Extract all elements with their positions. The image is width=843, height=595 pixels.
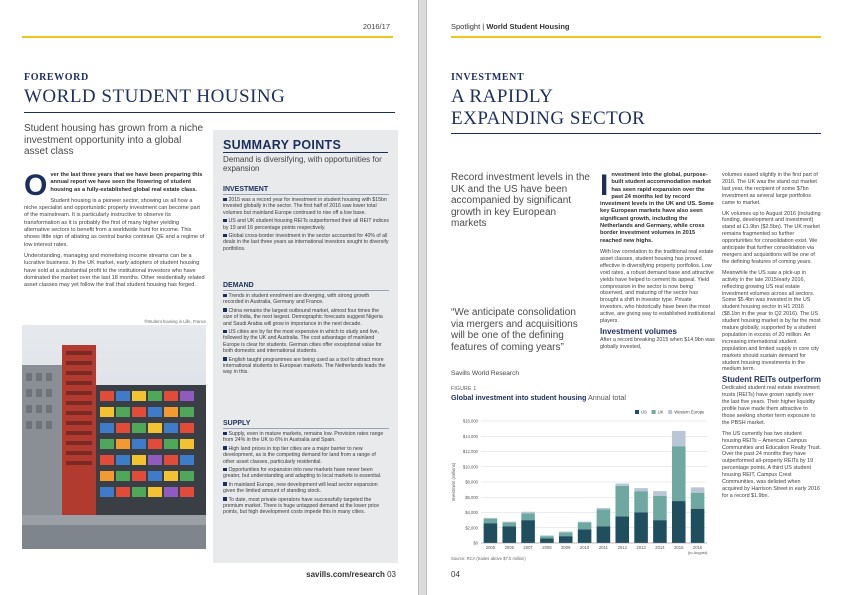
summary-point: English taught programmes are being used as a tool to attract more international students to European markets. The Netherlands leads the way in this.	[223, 356, 386, 376]
photo-caption: ®Student housing in Lille, France	[144, 319, 206, 324]
summary-point: Global cross-border investment in the sector accounted for 40% of all deals in the last three years as international investors sought to diversify portfolios.	[223, 233, 389, 252]
bar-segment	[484, 523, 498, 543]
bullet-square-icon	[223, 357, 227, 361]
figure-title	[451, 393, 626, 402]
bar-segment	[691, 493, 705, 509]
bar-segment	[597, 526, 611, 543]
bar-segment	[672, 501, 686, 543]
x-tick-label: 2014	[655, 545, 665, 550]
bar-segment	[615, 516, 629, 543]
summary-point: High land prices in top tier cities are a major barrier to new development, as is the competing demand for land from a range of other asset classes, particularly residential.	[223, 445, 376, 465]
summary-point: US cities are by far the most expensive in which to study and live, followed by the UK and Australia. The cost advantage of mainland Europe is clear for students. German cities offer exceptional value for both domestic and international students.	[223, 329, 382, 355]
intro-bold-text: ver the last three years that we have been preparing this annual report we have seen the flowering of student housing as a fully-established global real estate class.	[50, 172, 203, 193]
left-footer	[306, 570, 396, 579]
y-tick-label: $16,000	[462, 418, 478, 424]
x-tick-label: 2011	[598, 545, 608, 550]
bullet-square-icon	[223, 482, 227, 486]
subheading-investment-volumes: Investment volumes	[600, 326, 677, 336]
summary-section-heading: DEMAND	[223, 282, 389, 291]
intro-bold-text: nvestment into the global, purpose-built student accommodation market has seen rapid expansion over the past 24 months led by record investment levels in the UK and US. Some key European markets have also seen significant growth, including the Netherlands and Germany, while cross border investment volumes in 2015 reached new highs.	[600, 172, 714, 244]
legend-swatch	[652, 410, 656, 414]
bullet-square-icon	[223, 234, 227, 238]
body-paragraph: Understanding, managing and monetising income streams can be a lucrative business. In the UK market, early adopters of student housing have sold at a substantial profit to the institutional investors who have dominated the market over the last 18 months. Other residentially related asset classes may yet follow the trail that student housing has forged.	[24, 252, 205, 289]
bar-segment	[597, 508, 611, 510]
lead-text: Student housing has grown from a niche investment opportunity into a global asset class	[24, 123, 203, 157]
x-tick-label: 2010	[579, 545, 590, 550]
bar-segment	[691, 487, 705, 492]
top-rule	[451, 36, 821, 38]
footer-page-number: 03	[387, 570, 396, 579]
bar-segment	[559, 536, 573, 543]
summary-point: In mainland Europe, new development will lead sector expansion given the limited amount of standing stock.	[223, 481, 378, 495]
dropcap: I	[600, 169, 609, 202]
text-column-3	[722, 172, 822, 504]
y-axis-label: Investment (millions)	[451, 462, 456, 502]
summary-point: Trends in student enrolment are diverging, with strong growth recorded in Australia, Germany and France.	[223, 293, 370, 306]
section-kicker: FOREWORD	[24, 72, 89, 83]
investment-bar-chart	[449, 405, 711, 557]
page-headline-line2: EXPANDING SECTOR	[451, 108, 646, 129]
x-tick-label: 2008	[542, 545, 552, 550]
bar-segment	[672, 446, 686, 501]
bar-segment	[597, 509, 611, 526]
page-headline: WORLD STUDENT HOUSING	[24, 86, 286, 107]
summary-section-investment	[223, 186, 389, 252]
headline-rule	[24, 112, 395, 113]
y-tick-label: $14,000	[462, 433, 478, 439]
y-tick-label: $12,000	[462, 449, 478, 454]
building-illustration	[22, 325, 206, 549]
bullet-square-icon	[223, 432, 227, 436]
x-tick-label: 2016	[692, 545, 703, 550]
summary-point: US and UK student housing REITs outperformed their all REIT indices by 19 and 16 percentage points respectively.	[223, 218, 390, 231]
bar-segment	[691, 509, 705, 543]
x-tick-label: 2009	[561, 545, 571, 550]
y-tick-label: $2,000	[465, 525, 478, 531]
summary-points-box	[213, 130, 398, 563]
legend-swatch	[635, 410, 639, 414]
bar-segment	[653, 491, 667, 496]
text-column-2	[600, 169, 716, 355]
bar-segment	[615, 484, 629, 486]
y-tick-label: $8,000	[465, 479, 478, 485]
summary-section-heading: SUPPLY	[223, 420, 389, 429]
legend-label: Western Europe	[674, 409, 705, 415]
summary-point: Supply, even in mature markets, remains low. Provision rates range from 24% in the UK to 6% in Australia and Spain.	[223, 431, 384, 444]
bar-segment	[653, 496, 667, 520]
bar-segment	[521, 512, 535, 514]
bar-segment	[672, 431, 686, 446]
bar-segment	[540, 538, 554, 543]
bar-segment	[653, 520, 667, 543]
x-tick-label: 2013	[636, 545, 646, 550]
bar-segment	[502, 522, 516, 526]
legend-label: US	[641, 409, 647, 415]
body-text	[24, 169, 205, 293]
bar-segment	[484, 518, 498, 519]
bullet-square-icon	[223, 219, 227, 223]
body-paragraph: After a record breaking 2015 when $14.9bn was globally invested,	[600, 336, 715, 350]
bar-segment	[634, 513, 648, 544]
summary-section-supply	[223, 420, 389, 516]
summary-point: To date, most private operators have successfully targeted the premium market. There is huge untapped demand at the lower price points, but high development costs impede this in many cities.	[223, 496, 380, 516]
bullet-square-icon	[223, 294, 227, 298]
bar-segment	[615, 486, 629, 517]
bullet-square-icon	[223, 330, 227, 334]
bullet-square-icon	[223, 198, 227, 202]
bar-segment	[559, 532, 573, 536]
page-number-top: 2016/17	[362, 22, 390, 31]
right-page	[426, 0, 843, 595]
summary-point: Opportunities for expansion into new markets have never been greater, but understanding and adapting to local markets is essential.	[223, 467, 382, 480]
bar-segment	[559, 532, 573, 533]
lead-text: Record investment levels in the UK and the US have been accompanied by significant growth in key European markets	[451, 172, 590, 229]
summary-title-rule	[223, 152, 388, 153]
y-tick-label: $0	[473, 540, 478, 546]
bullet-square-icon	[223, 446, 227, 450]
x-tick-label: 2006	[504, 545, 514, 550]
body-paragraph: Dedicated student real estate investment trusts (REITs) have grown rapidly over the last five years. Their higher liquidity profile have made them attractive to those seeking shorter term exposure to the PBSH market.	[722, 385, 820, 426]
legend-swatch	[668, 410, 672, 414]
y-tick-label: $6,000	[465, 494, 478, 500]
body-paragraph: volumes eased slightly in the first part of 2016. The UK was the stand out market last year, the recipient of some $7bn investment as several large portfolios came to market.	[722, 172, 818, 206]
summary-title: SUMMARY POINTS	[223, 138, 342, 152]
figure-title-rest: Annual total	[587, 393, 626, 402]
summary-section-heading: INVESTMENT	[223, 186, 389, 195]
figure-label: FIGURE 1	[451, 386, 477, 392]
bar-segment	[578, 529, 592, 543]
summary-point: 2015 was a record year for investment in student housing with $15bn invested globally in the sector. The first half of 2016 saw lower total volumes but mainland Europe continued to rise off a low base.	[223, 197, 387, 216]
body-paragraph: UK volumes up to August 2016 (including funding, development and investment) stand at £1.9bn ($2.5bn). The UK market remains fragmented so further opportunities for consolidation exist. We anticipate that further consolidation via mergers and acquisitions will be one of the defining features of coming years.	[722, 210, 821, 265]
bullet-square-icon	[223, 468, 227, 472]
bar-segment	[540, 535, 554, 536]
bar-segment	[484, 519, 498, 524]
bar-segment	[540, 536, 554, 538]
body-paragraph: The US currently has two student housing REITs – American Campus Communities and Education Realty Trust. Over the past 24 months they have outperformed all-property REITs by 19 percentage points. A third US student housing REIT, Campus Crest Communities, was delisted when acquired by Harrison Street in early 2016 for a record $1.9bn.	[722, 430, 822, 499]
bar-segment	[502, 522, 516, 523]
top-rule	[22, 36, 393, 38]
summary-subtitle: Demand is diversifying, with opportunities for expansion	[223, 155, 382, 174]
page-headline-line1: A RAPIDLY	[451, 86, 554, 107]
y-tick-label: $4,000	[465, 510, 478, 515]
bar-segment	[634, 488, 648, 491]
body-paragraph: Meanwhile the US saw a pick-up in activity in the late 2015/early 2016, reflecting growing US real estate investment volumes across all sectors. Some $5.4bn was invested in the US student housing sector in H1 2016 ($8.1bn in the year to Q2 2016). The US student housing market is by far the most mature globally, supported by a student population in excess of 20 million. An increasing international student population and limited supply in core city markets should sustain demand for student housing investments in the medium term.	[722, 269, 821, 373]
figure-title-bold: Global investment into student housing	[451, 393, 587, 402]
section-kicker: INVESTMENT	[451, 72, 525, 83]
building-photo	[22, 325, 206, 549]
summary-point: China remains the largest outbound market, almost four times the size of India, the next largest. Demographic forecasts suggest Nigeria and Saudi Arabia will grow in importance in the next decade.	[223, 307, 383, 327]
quote-source: Savills World Research	[451, 370, 520, 377]
right-footer-page-number: 04	[451, 570, 460, 579]
y-tick-label: $10,000	[462, 464, 478, 470]
body-paragraph: With low correlation to the traditional real estate asset classes, student housing has proved effective in diversifying property portfolios. Low void rates, a robust demand base and attractive yields have helped to cement its appeal. Yield compression in the sector is now being observed, and maturing of the sector has brought a shift in investor type. Private investors, who historically have been the most active, are giving way to established institutional players.	[600, 248, 715, 325]
headline-rule	[451, 133, 821, 134]
intro-paragraph	[600, 169, 716, 245]
bar-segment	[578, 522, 592, 523]
spotlight-prefix: Spotlight	[451, 22, 481, 31]
summary-section-demand	[223, 282, 389, 376]
x-tick-note: (to August)	[687, 550, 708, 555]
pull-quote: “We anticipate consolidation via mergers and acquisitions will be one of the defining features of coming years”	[451, 307, 578, 353]
x-tick-label: 2012	[617, 545, 627, 550]
subheading-reits: Student REITs outperform	[722, 375, 821, 385]
x-tick-label: 2007	[523, 545, 533, 550]
running-header: Spotlight | World Student Housing	[451, 22, 570, 31]
page-gutter	[419, 0, 426, 595]
x-tick-label: 2005	[485, 545, 496, 550]
chart-source: Source: RCA (trades above $7.5 million)	[451, 556, 526, 561]
bar-segment	[521, 520, 535, 543]
body-paragraph: Student housing is a pioneer sector, showing us all how a niche specialist and opportunistic property investment can become part of the mainstream. It is particularly instructive to observe its transformation as it is probably the first of many higher yielding alternative sectors to benefit from a worldwide hunt for income. This shows little sign of abating as central banks continue QE and a regime of low interest rates.	[24, 197, 205, 248]
left-page	[0, 0, 419, 595]
bar-segment	[502, 526, 516, 543]
bar-segment	[634, 491, 648, 512]
bullet-square-icon	[223, 308, 227, 312]
bar-segment	[578, 522, 592, 529]
bullet-square-icon	[223, 497, 227, 501]
x-tick-label: 2015	[674, 545, 684, 550]
spotlight-title: World Student Housing	[486, 22, 570, 31]
intro-paragraph	[24, 169, 205, 202]
bar-segment	[521, 513, 535, 520]
legend-label: UK	[657, 409, 664, 415]
dropcap: O	[24, 169, 48, 202]
footer-site-link[interactable]: savills.com/research	[306, 570, 385, 579]
